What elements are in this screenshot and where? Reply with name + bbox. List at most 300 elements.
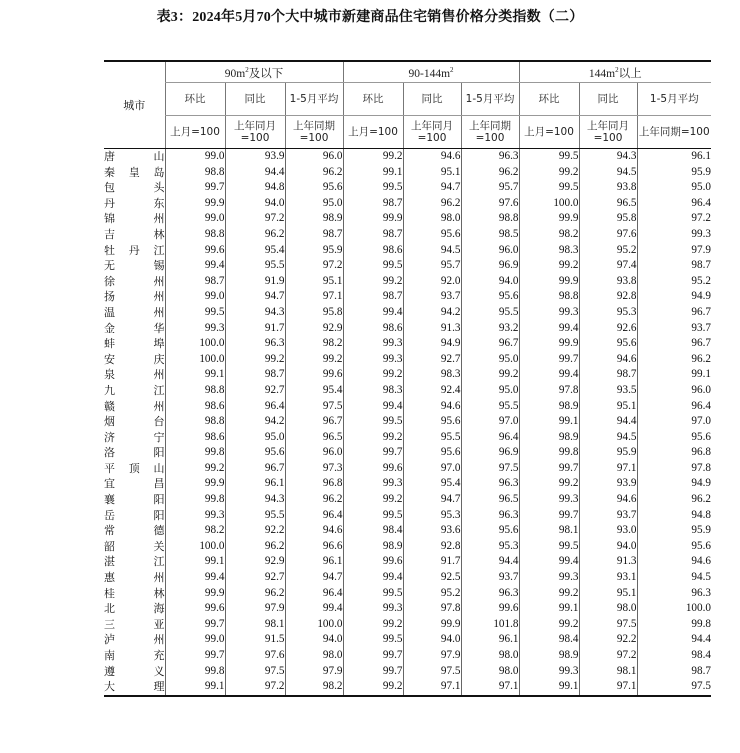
- index-value: 99.4: [343, 399, 403, 415]
- index-value: 98.0: [461, 648, 519, 664]
- index-value: 98.4: [343, 523, 403, 539]
- index-value: 98.7: [579, 367, 637, 383]
- index-value: 98.6: [343, 243, 403, 259]
- base-header: 上年同期=100: [461, 116, 519, 149]
- city-name: 秦皇岛: [104, 165, 165, 179]
- page-title: 表3：2024年5月70个大中城市新建商品住宅销售价格分类指数（二）: [156, 10, 584, 25]
- base-header: 上年同月=100: [225, 116, 285, 149]
- index-value: 93.8: [579, 180, 637, 196]
- index-value: 98.2: [519, 227, 579, 243]
- city-name: 烟台: [104, 415, 165, 429]
- table-row: [104, 289, 711, 305]
- index-value: 98.7: [637, 258, 711, 274]
- group-header-144-above: [519, 61, 711, 83]
- table-row: [104, 508, 711, 524]
- group-label-post: 以上: [618, 67, 642, 80]
- index-value: 97.8: [519, 383, 579, 399]
- index-value: 94.5: [403, 243, 461, 259]
- index-value: 95.5: [461, 399, 519, 415]
- city-cell: [104, 664, 165, 680]
- index-value: 96.2: [637, 492, 711, 508]
- index-value: 98.8: [165, 383, 225, 399]
- index-value: 94.6: [637, 554, 711, 570]
- index-value: 95.0: [637, 180, 711, 196]
- index-value: 98.4: [637, 648, 711, 664]
- index-value: 99.2: [343, 274, 403, 290]
- index-value: 99.7: [165, 180, 225, 196]
- index-value: 92.8: [579, 289, 637, 305]
- index-value: 97.2: [579, 648, 637, 664]
- index-value: 95.3: [461, 539, 519, 555]
- index-value: 92.7: [403, 352, 461, 368]
- index-value: 94.7: [285, 570, 343, 586]
- index-value: 96.3: [461, 149, 519, 165]
- index-value: 99.8: [165, 664, 225, 680]
- table-row: [104, 570, 711, 586]
- index-value: 99.2: [519, 258, 579, 274]
- table-row: [104, 476, 711, 492]
- sub-header: 同比: [579, 83, 637, 116]
- index-value: 99.0: [165, 211, 225, 227]
- index-value: 95.8: [579, 211, 637, 227]
- index-value: 94.5: [579, 430, 637, 446]
- table-row: [104, 165, 711, 181]
- index-value: 99.2: [343, 367, 403, 383]
- index-value: 93.9: [225, 149, 285, 165]
- index-value: 99.9: [165, 476, 225, 492]
- index-value: 99.6: [165, 601, 225, 617]
- index-value: 95.9: [579, 445, 637, 461]
- index-value: 99.2: [343, 430, 403, 446]
- index-value: 98.9: [519, 399, 579, 415]
- index-value: 99.3: [519, 664, 579, 680]
- index-value: 95.6: [461, 289, 519, 305]
- index-value: 95.8: [285, 305, 343, 321]
- city-name: 岳阳: [104, 508, 165, 522]
- table-row: [104, 539, 711, 555]
- index-value: 94.4: [579, 414, 637, 430]
- table-row: [104, 149, 711, 165]
- index-value: 92.9: [285, 321, 343, 337]
- index-value: 99.9: [519, 211, 579, 227]
- index-value: 99.5: [165, 305, 225, 321]
- index-value: 96.1: [637, 149, 711, 165]
- index-value: 96.4: [637, 196, 711, 212]
- index-value: 91.3: [579, 554, 637, 570]
- city-cell: [104, 492, 165, 508]
- index-value: 99.1: [165, 367, 225, 383]
- index-value: 100.0: [165, 539, 225, 555]
- index-value: 98.1: [225, 617, 285, 633]
- city-cell: [104, 430, 165, 446]
- index-value: 97.0: [461, 414, 519, 430]
- index-value: 97.1: [461, 679, 519, 696]
- index-value: 99.9: [519, 274, 579, 290]
- index-value: 93.1: [579, 570, 637, 586]
- index-value: 93.6: [403, 523, 461, 539]
- index-value: 91.7: [403, 554, 461, 570]
- index-value: 99.0: [165, 289, 225, 305]
- index-value: 94.2: [403, 305, 461, 321]
- city-cell: [104, 586, 165, 602]
- index-value: 96.1: [461, 632, 519, 648]
- city-name: 赣州: [104, 399, 165, 413]
- table-row: [104, 258, 711, 274]
- index-value: 98.9: [285, 211, 343, 227]
- sub-header: 同比: [403, 83, 461, 116]
- table-row: [104, 336, 711, 352]
- index-value: 94.6: [579, 352, 637, 368]
- index-value: 99.1: [165, 679, 225, 696]
- index-value: 99.4: [165, 258, 225, 274]
- index-value: 93.0: [579, 523, 637, 539]
- index-value: 95.9: [637, 165, 711, 181]
- index-value: 98.6: [165, 430, 225, 446]
- index-value: 94.7: [225, 289, 285, 305]
- index-value: 96.0: [285, 149, 343, 165]
- index-value: 91.9: [225, 274, 285, 290]
- index-value: 97.6: [461, 196, 519, 212]
- index-value: 97.0: [637, 414, 711, 430]
- index-value: 96.2: [403, 196, 461, 212]
- index-value: 97.9: [403, 648, 461, 664]
- index-value: 96.2: [637, 352, 711, 368]
- index-value: 99.3: [343, 601, 403, 617]
- table-row: [104, 664, 711, 680]
- city-name: 北海: [104, 602, 165, 616]
- city-name: 常德: [104, 524, 165, 538]
- group-label-pre: 90-144m: [408, 67, 451, 80]
- base-header: 上月=100: [165, 116, 225, 149]
- table-row: [104, 196, 711, 212]
- index-value: 98.9: [343, 539, 403, 555]
- index-value: 99.2: [343, 149, 403, 165]
- header-group-row: [104, 61, 711, 83]
- index-value: 95.4: [225, 243, 285, 259]
- city-cell: [104, 196, 165, 212]
- index-value: 94.0: [461, 274, 519, 290]
- city-cell: [104, 352, 165, 368]
- index-value: 99.2: [343, 679, 403, 696]
- group-label-pre: 144m: [588, 67, 616, 80]
- index-value: 98.8: [461, 211, 519, 227]
- index-value: 97.2: [225, 679, 285, 696]
- index-value: 95.6: [579, 336, 637, 352]
- index-value: 92.7: [225, 570, 285, 586]
- index-value: 94.6: [285, 523, 343, 539]
- index-value: 93.7: [461, 570, 519, 586]
- index-value: 97.3: [285, 461, 343, 477]
- sub-header: 环比: [343, 83, 403, 116]
- index-value: 96.2: [225, 227, 285, 243]
- city-cell: [104, 461, 165, 477]
- city-name: 包头: [104, 181, 165, 195]
- sub-header: 1-5月平均: [461, 83, 519, 116]
- index-value: 94.9: [637, 289, 711, 305]
- index-value: 95.5: [225, 508, 285, 524]
- index-value: 94.0: [579, 539, 637, 555]
- city-cell: [104, 414, 165, 430]
- index-value: 98.7: [285, 227, 343, 243]
- index-value: 97.5: [225, 664, 285, 680]
- index-value: 98.0: [461, 664, 519, 680]
- index-value: 96.0: [285, 445, 343, 461]
- index-value: 97.5: [637, 679, 711, 696]
- header-base-row: [104, 116, 711, 149]
- index-value: 96.2: [285, 492, 343, 508]
- city-cell: [104, 399, 165, 415]
- index-value: 99.0: [165, 632, 225, 648]
- index-value: 99.5: [343, 180, 403, 196]
- index-value: 99.5: [343, 632, 403, 648]
- city-cell: [104, 539, 165, 555]
- table-row: [104, 648, 711, 664]
- index-value: 96.7: [637, 305, 711, 321]
- index-value: 99.5: [343, 586, 403, 602]
- index-value: 93.8: [579, 274, 637, 290]
- index-value: 95.9: [637, 523, 711, 539]
- table-row: [104, 679, 711, 696]
- table-row: [104, 523, 711, 539]
- city-cell: [104, 305, 165, 321]
- index-value: 95.5: [403, 430, 461, 446]
- table-row: [104, 243, 711, 259]
- index-value: 97.9: [637, 243, 711, 259]
- index-value: 95.6: [225, 445, 285, 461]
- city-name: 徐州: [104, 274, 165, 288]
- table-row: [104, 445, 711, 461]
- index-value: 98.0: [403, 211, 461, 227]
- index-value: 97.5: [403, 664, 461, 680]
- city-name: 韶关: [104, 539, 165, 553]
- index-value: 92.7: [225, 383, 285, 399]
- index-value: 96.8: [637, 445, 711, 461]
- index-value: 96.9: [461, 258, 519, 274]
- table-row: [104, 492, 711, 508]
- table-row: [104, 227, 711, 243]
- index-value: 95.1: [579, 586, 637, 602]
- index-value: 99.8: [519, 445, 579, 461]
- table-row: [104, 367, 711, 383]
- city-cell: [104, 570, 165, 586]
- city-cell: [104, 258, 165, 274]
- city-name: 遵义: [104, 664, 165, 678]
- index-value: 96.2: [285, 165, 343, 181]
- index-value: 99.2: [343, 492, 403, 508]
- index-value: 99.5: [343, 508, 403, 524]
- index-value: 94.0: [285, 632, 343, 648]
- city-cell: [104, 445, 165, 461]
- index-value: 92.5: [403, 570, 461, 586]
- index-value: 95.2: [403, 586, 461, 602]
- city-name: 锦州: [104, 212, 165, 226]
- index-value: 96.2: [225, 586, 285, 602]
- city-name: 襄阳: [104, 493, 165, 507]
- index-value: 98.2: [285, 679, 343, 696]
- sub-header: 环比: [165, 83, 225, 116]
- city-cell: [104, 476, 165, 492]
- index-value: 99.9: [403, 617, 461, 633]
- index-value: 96.3: [461, 586, 519, 602]
- index-value: 99.1: [519, 679, 579, 696]
- city-name: 济宁: [104, 430, 165, 444]
- group-label-pre: 90m: [224, 67, 246, 80]
- index-value: 98.9: [519, 648, 579, 664]
- index-value: 99.7: [343, 664, 403, 680]
- city-cell: [104, 211, 165, 227]
- base-header: 上年同期=100: [285, 116, 343, 149]
- table-row: [104, 617, 711, 633]
- city-cell: [104, 149, 165, 165]
- index-value: 99.2: [343, 617, 403, 633]
- index-value: 99.5: [519, 180, 579, 196]
- index-value: 95.1: [285, 274, 343, 290]
- city-name: 桂林: [104, 586, 165, 600]
- index-value: 99.4: [285, 601, 343, 617]
- city-cell: [104, 508, 165, 524]
- city-cell: [104, 227, 165, 243]
- index-value: 95.6: [461, 523, 519, 539]
- index-value: 99.6: [165, 243, 225, 259]
- index-value: 94.6: [403, 149, 461, 165]
- table-row: [104, 399, 711, 415]
- index-value: 96.3: [637, 586, 711, 602]
- index-value: 99.2: [461, 367, 519, 383]
- index-value: 99.3: [343, 336, 403, 352]
- index-value: 99.3: [343, 476, 403, 492]
- index-value: 99.2: [285, 352, 343, 368]
- index-value: 99.7: [519, 352, 579, 368]
- table-row: [104, 211, 711, 227]
- index-value: 97.0: [403, 461, 461, 477]
- index-value: 95.3: [579, 305, 637, 321]
- city-name: 温州: [104, 305, 165, 319]
- index-value: 98.1: [519, 523, 579, 539]
- index-value: 97.5: [461, 461, 519, 477]
- index-value: 93.7: [403, 289, 461, 305]
- index-value: 96.1: [285, 554, 343, 570]
- city-name: 金华: [104, 321, 165, 335]
- index-value: 98.6: [343, 321, 403, 337]
- index-value: 95.7: [403, 258, 461, 274]
- city-name: 泸州: [104, 633, 165, 647]
- index-value: 94.4: [461, 554, 519, 570]
- index-value: 99.8: [165, 445, 225, 461]
- index-value: 99.3: [519, 570, 579, 586]
- index-value: 99.5: [519, 149, 579, 165]
- index-value: 99.2: [165, 461, 225, 477]
- city-cell: [104, 554, 165, 570]
- index-value: 99.3: [519, 305, 579, 321]
- index-value: 100.0: [165, 352, 225, 368]
- index-value: 98.3: [403, 367, 461, 383]
- index-value: 97.6: [225, 648, 285, 664]
- index-value: 99.3: [165, 321, 225, 337]
- index-value: 94.7: [403, 492, 461, 508]
- city-cell: [104, 383, 165, 399]
- city-cell: [104, 601, 165, 617]
- table-row: [104, 305, 711, 321]
- index-value: 94.4: [225, 165, 285, 181]
- table-row: [104, 352, 711, 368]
- index-value: 96.3: [461, 508, 519, 524]
- index-value: 95.6: [403, 227, 461, 243]
- index-value: 100.0: [165, 336, 225, 352]
- table-row: [104, 554, 711, 570]
- index-value: 95.6: [403, 445, 461, 461]
- index-value: 97.2: [225, 211, 285, 227]
- index-value: 96.6: [285, 539, 343, 555]
- index-value: 95.5: [461, 305, 519, 321]
- index-value: 98.0: [579, 601, 637, 617]
- table-row: [104, 414, 711, 430]
- index-value: 99.4: [343, 570, 403, 586]
- city-name: 牡丹江: [104, 243, 165, 257]
- index-value: 99.5: [343, 414, 403, 430]
- index-value: 94.9: [403, 336, 461, 352]
- index-value: 93.5: [579, 383, 637, 399]
- city-cell: [104, 336, 165, 352]
- group-label-sup: 2: [245, 66, 249, 75]
- index-value: 95.9: [285, 243, 343, 259]
- sub-header: 同比: [225, 83, 285, 116]
- index-value: 97.1: [403, 679, 461, 696]
- index-value: 95.0: [461, 383, 519, 399]
- index-value: 99.0: [165, 149, 225, 165]
- index-value: 99.1: [343, 165, 403, 181]
- table-row: [104, 274, 711, 290]
- index-value: 97.1: [579, 461, 637, 477]
- index-value: 99.6: [285, 367, 343, 383]
- index-value: 100.0: [637, 601, 711, 617]
- index-value: 99.7: [165, 617, 225, 633]
- index-value: 99.3: [343, 352, 403, 368]
- index-value: 98.8: [165, 165, 225, 181]
- index-value: 99.7: [519, 461, 579, 477]
- index-value: 99.1: [519, 601, 579, 617]
- index-value: 96.7: [285, 414, 343, 430]
- table-row: [104, 586, 711, 602]
- index-value: 97.8: [637, 461, 711, 477]
- index-value: 95.4: [403, 476, 461, 492]
- city-cell: [104, 679, 165, 696]
- index-value: 96.5: [461, 492, 519, 508]
- index-value: 94.6: [579, 492, 637, 508]
- index-value: 101.8: [461, 617, 519, 633]
- base-header: 上年同期=100: [637, 116, 711, 149]
- index-value: 98.7: [637, 664, 711, 680]
- city-cell: [104, 632, 165, 648]
- city-cell: [104, 321, 165, 337]
- index-value: 97.2: [285, 258, 343, 274]
- index-value: 99.2: [519, 617, 579, 633]
- city-name: 三亚: [104, 617, 165, 631]
- index-value: 98.2: [285, 336, 343, 352]
- index-value: 99.2: [225, 352, 285, 368]
- index-value: 99.9: [519, 336, 579, 352]
- index-value: 98.4: [519, 632, 579, 648]
- city-cell: [104, 180, 165, 196]
- index-value: 97.9: [285, 664, 343, 680]
- index-value: 99.9: [165, 196, 225, 212]
- index-value: 95.0: [285, 196, 343, 212]
- index-value: 95.0: [461, 352, 519, 368]
- index-value: 94.2: [225, 414, 285, 430]
- base-header: 上月=100: [343, 116, 403, 149]
- index-value: 98.2: [165, 523, 225, 539]
- index-value: 95.6: [285, 180, 343, 196]
- index-value: 98.6: [165, 399, 225, 415]
